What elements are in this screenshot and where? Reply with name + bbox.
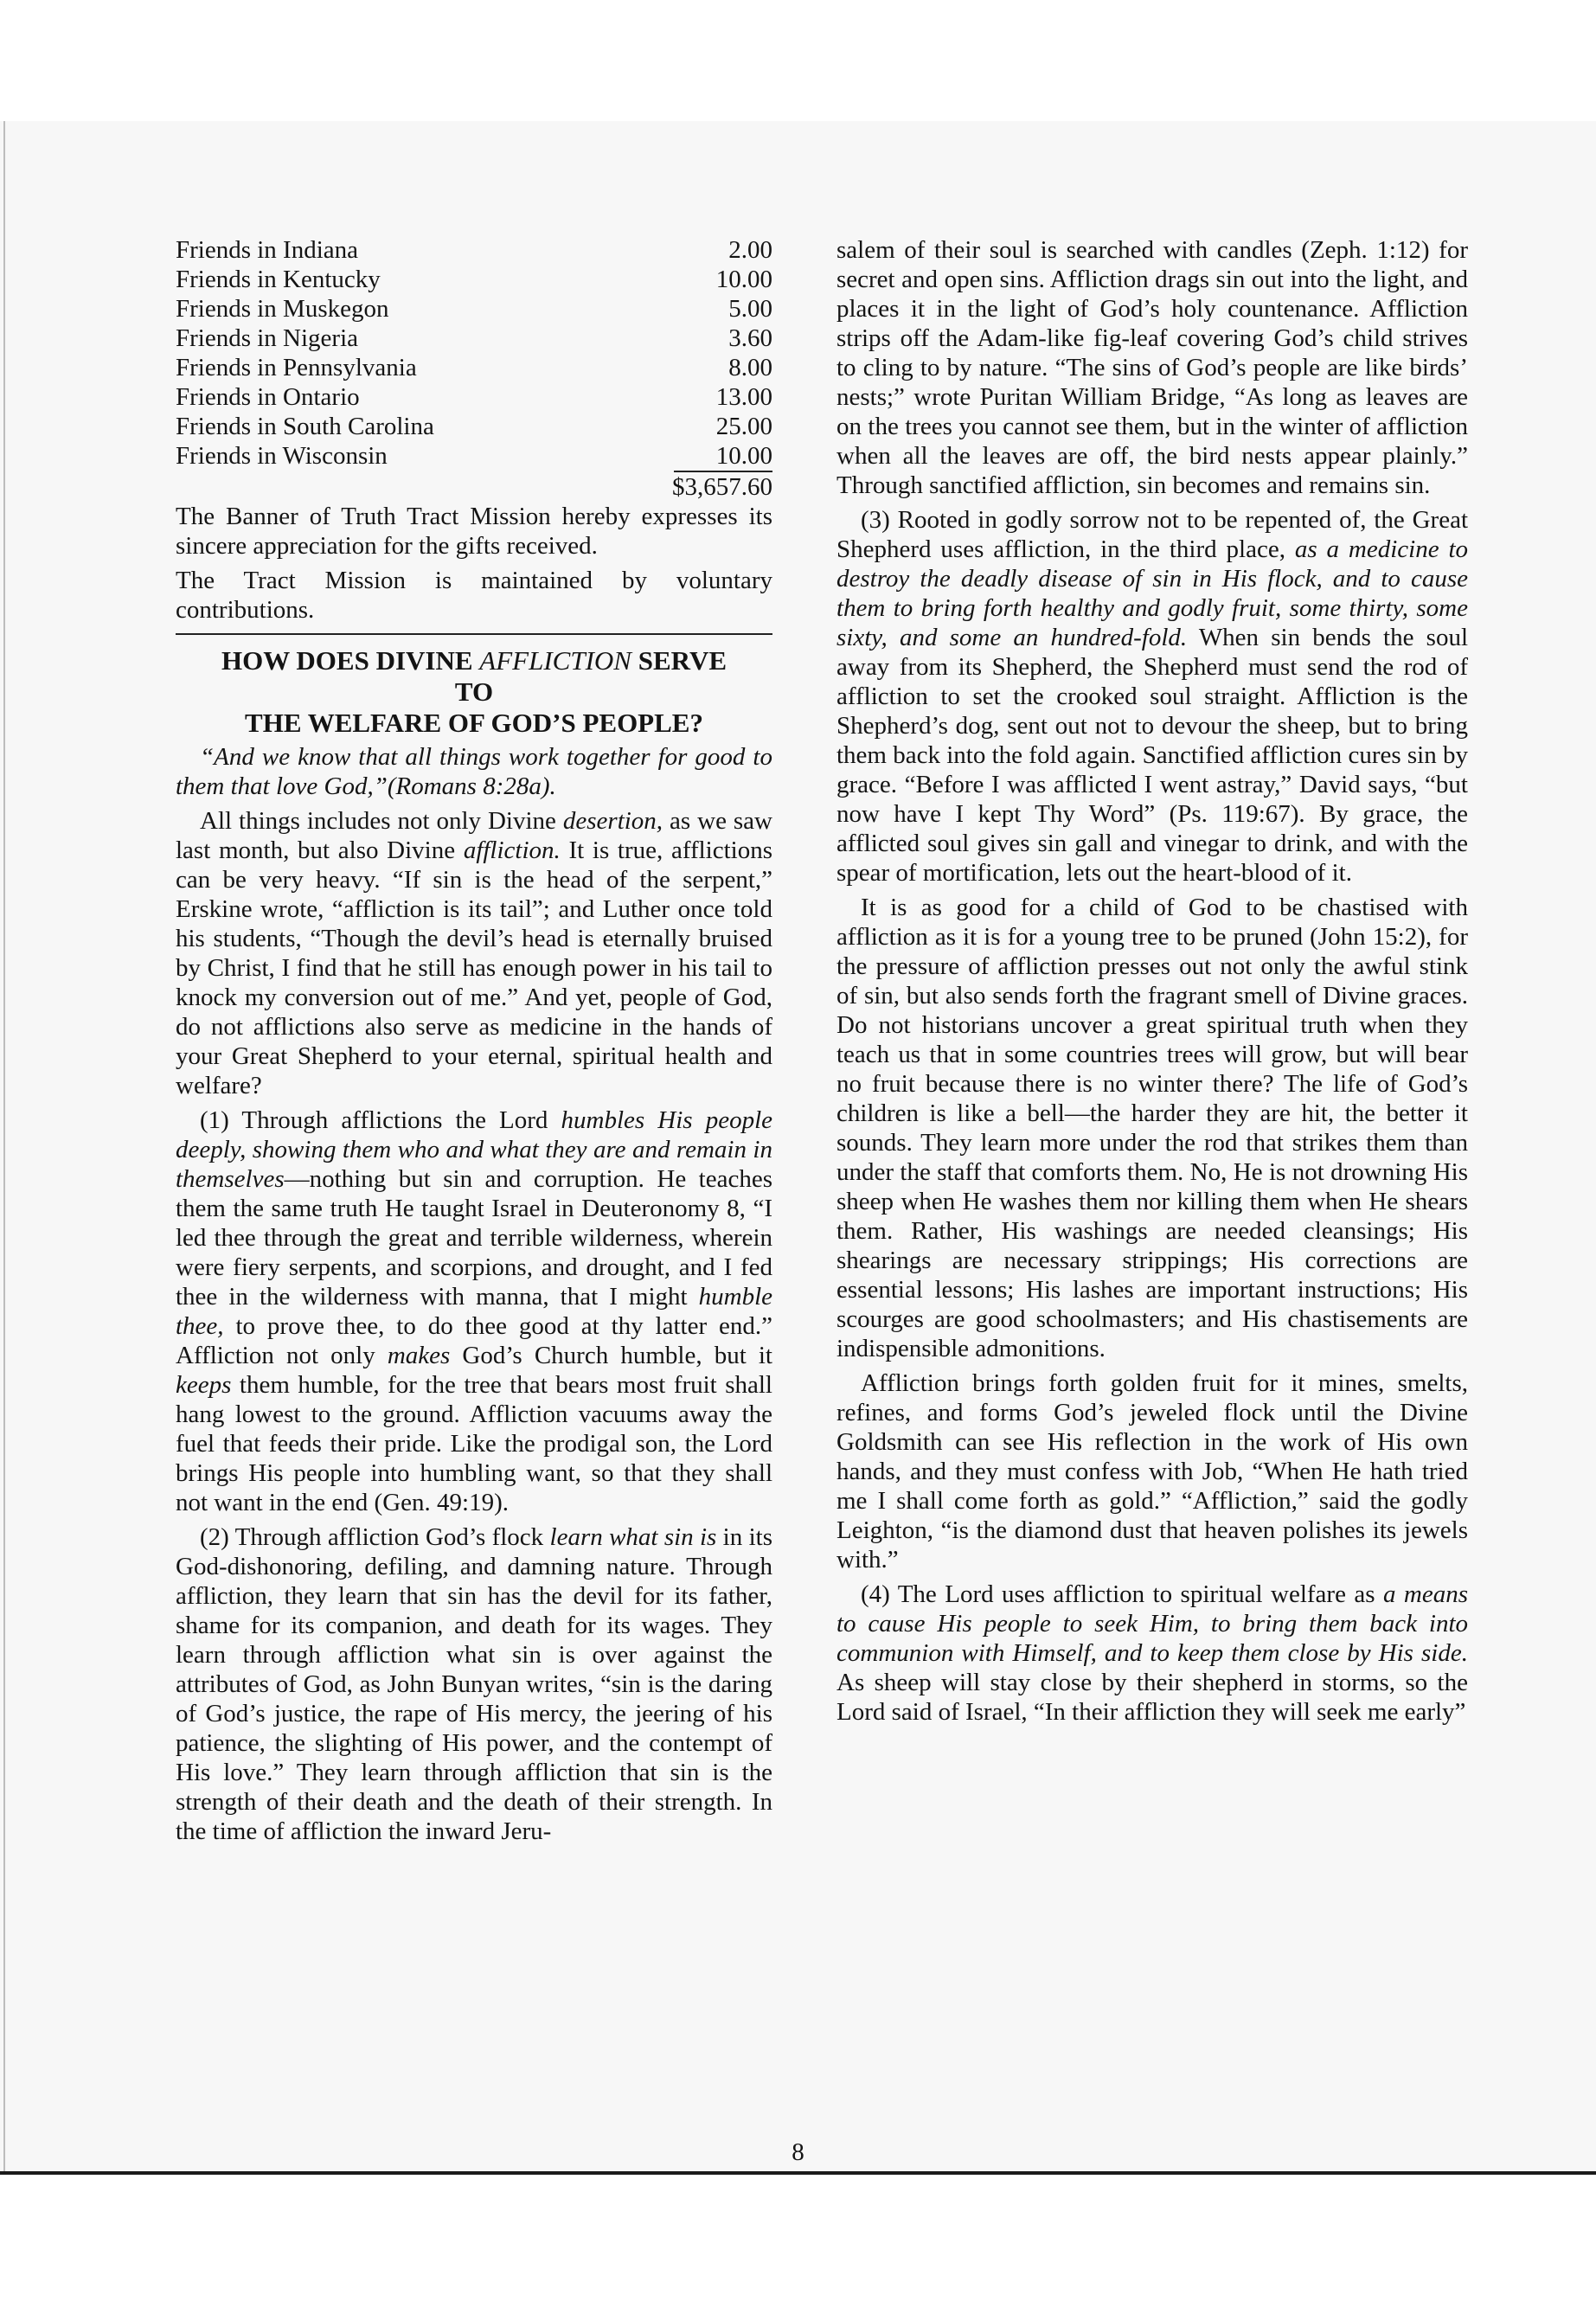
donation-row: [176, 382, 772, 412]
donation-row: [176, 265, 772, 294]
donation-list: [176, 235, 772, 471]
point-4-paragraph: (4) The Lord uses affliction to spiritual welfare as a means to cause His people to seek Him, to bring them back into communion with Himself, and to keep them close by His side. As sheep will stay close by their shepherd in storms, so the Lord said of Israel, “In their affliction they will seek me early”: [836, 1580, 1468, 1726]
scan-margin-top: [0, 0, 1596, 121]
section-divider: [176, 633, 772, 635]
point-2-text-continued: salem of their soul is searched with candles (Zeph. 1:12) for secret and open sins. Affliction drags sin out into the light, and places it in the light of God’s holy countenance. Affliction strips off the Adam-like fig-leaf covering God’s child strives to cling to by nature. “The sins of God’s people are like birds’ nests;” wrote Puritan William Bridge, “As long as leaves are on the trees you cannot see them, but in the winter of affliction when all the leaves are off, the bird nests appear plainly.” Through sanctified affliction, sin becomes and remains sin.: [836, 236, 1468, 499]
donor-name: Friends in Indiana: [176, 236, 359, 264]
donation-amount: 3.60: [728, 324, 772, 352]
donation-amount: 8.00: [728, 354, 772, 381]
point-2-paragraph-continued: [836, 235, 1468, 500]
point-2-text: in its God-dishonoring, defiling, and damning nature. Through affliction, they learn that sin has the devil for its father, shame for its companion, and death for its wages. They learn through affliction what sin is over against the attributes of God, as John Bunyan writes, “sin is the daring of God’s justice, the rape of His mercy, the jeering of his patience, the slighting of His power, and the contempt of His love.” They learn through affliction that sin is the strength of their death and the death of their strength. In the time of affliction the inward Jeru-: [176, 1523, 772, 1845]
pruning-paragraph: It is as good for a child of God to be chastised with affliction as it is for a young tree to be pruned (John 15:2), for the pressure of affliction presses out not only the awful stink of sin, but also sends forth the fragrant smell of Divine graces. Do not historians uncover a great spiritual truth when they teach us that in some countries trees will grow, but will bear no fruit because there is no winter there? The life of God’s children is like a bell—the harder they are hit, the better it sounds. They learn more under the rod that strikes them than under the staff that comforts them. No, He is not drowning His sheep when He washes them nor killing them when He shears them. Rather, His washings are needed cleansings; His shearings are necessary strippings; His corrections are essential lessons; His lashes are important instructions; His scourges are good schoolmasters; and His chastisements are indispensible admonitions.: [836, 894, 1468, 1362]
right-column: [836, 235, 1468, 1732]
point-1-paragraph: (1) Through afflictions the Lord humbles His people deeply, showing them who and what they are and remain in themselves—nothing but sin and corruption. He teaches them the same truth He taught Israel in Deuteronomy 8, “I led thee through the great and terrible wilderness, wherein were fiery serpents, and scorpions, and drought, and I fed thee in the wilderness with manna, that I might humble thee, to prove thee, to do thee good at thy latter end.” Affliction not only makes God’s Church humble, but it keeps them humble, for the tree that bears most fruit shall hang lowest to the ground. Affliction vacuums away the fuel that feeds their pride. Like the prodigal son, the Lord brings His people into humbling want, so that they shall not want in the end (Gen. 49:19).: [176, 1106, 772, 1516]
appreciation-notice: The Banner of Truth Tract Mission hereby expresses its sincere appreciation for the gifts received.: [176, 503, 772, 560]
point-2-paragraph-start: (2) Through affliction God’s flock learn what sin is in its God-dishonoring, defiling, and damning nature. Through affliction, they learn that sin has the devil for its father, shame for its companion, and death for its wages. They learn through affliction what sin is over against the attributes of God, as John Bunyan writes, “sin is the daring of God’s justice, the rape of His mercy, the jeering of his patience, the slighting of His power, and the contempt of His love.” They learn through affliction that sin is the strength of their death and the death of their strength. In the time of affliction the inward Jeru-: [176, 1523, 772, 1845]
article-title: [176, 645, 772, 739]
left-column: [176, 235, 772, 1851]
donation-row: [176, 324, 772, 353]
point-3-paragraph: (3) Rooted in godly sorrow not to be repented of, the Great Shepherd uses affliction, in the third place, as a medicine to destroy the deadly disease of sin in His flock, and to cause them to bring forth healthy and godly fruit, some thirty, some sixty, and some an hundred-fold. When sin bends the soul away from its Shepherd, the Shepherd must send the rod of affliction to set the crooked soul straight. Affliction is the Shepherd’s dog, sent out not to devour the sheep, but to bring them back into the fold again. Sanctified affliction cures sin by grace. “Before I was afflicted I went astray,” David says, “but now have I kept Thy Word” (Ps. 119:67). By grace, the afflicted soul gives sin gall and vinegar to drink, and with the spear of mortification, lets out the heart-blood of it.: [836, 506, 1469, 887]
donation-row: [176, 294, 772, 324]
donation-total: $3,657.60: [672, 473, 772, 501]
donation-amount: 10.00: [715, 442, 772, 470]
donation-row: [176, 441, 772, 471]
donation-amount: 10.00: [715, 266, 772, 293]
title-line-3: THE WELFARE OF GOD’S PEOPLE?: [245, 708, 703, 738]
donation-row: [176, 412, 772, 441]
page-number: 8: [792, 2138, 804, 2166]
donor-name: Friends in Nigeria: [176, 324, 359, 352]
donation-amount: 13.00: [715, 383, 772, 411]
donor-name: Friends in South Carolina: [176, 413, 434, 440]
epigraph: “And we know that all things work together for good to them that love God,”(Romans 8:28a).: [176, 743, 772, 800]
donation-amount: 5.00: [728, 295, 772, 323]
donor-name: Friends in Pennsylvania: [176, 354, 417, 381]
donor-name: Friends in Ontario: [176, 383, 360, 411]
donation-row: [176, 353, 772, 382]
donor-name: Friends in Wisconsin: [176, 442, 388, 470]
scan-margin-bottom: [0, 2175, 1596, 2301]
donation-row: [176, 235, 772, 265]
donation-amount: 2.00: [728, 236, 772, 264]
title-line-1: HOW DOES DIVINE AFFLICTION SERVE: [221, 645, 727, 676]
maintenance-notice: The Tract Mission is maintained by voluntary contributions.: [176, 567, 772, 624]
donor-name: Friends in Kentucky: [176, 266, 381, 293]
golden-fruit-paragraph: Affliction brings forth golden fruit for it mines, smelts, refines, and forms God’s jeweled flock until the Divine Goldsmith can see His reflection in the work of His own hands, and they must confess with Job, “When He hath tried me I shall come forth as gold.” “Affliction,” said the godly Leighton, “is the diamond dust that heaven polishes its jewels with.”: [836, 1369, 1468, 1574]
title-line-2: TO: [454, 676, 494, 707]
donation-amount: 25.00: [715, 413, 772, 440]
intro-paragraph: All things includes not only Divine desertion, as we saw last month, but also Divine affliction. It is true, afflictions can be very heavy. “If sin is the head of the serpent,” Erskine wrote, “affliction is its tail”; and Luther once told his students, “Though the devil’s head is eternally bruised by Christ, I find that he still has enough power in his tail to knock my conversion out of me.” And yet, people of God, do not afflictions also serve as medicine in the hands of your Great Shepherd to your eternal, spiritual health and welfare?: [176, 807, 772, 1099]
epigraph-reference: (Romans 8:28a).: [387, 772, 556, 800]
donor-name: Friends in Muskegon: [176, 295, 389, 323]
scan-edge-left: [3, 121, 5, 2180]
